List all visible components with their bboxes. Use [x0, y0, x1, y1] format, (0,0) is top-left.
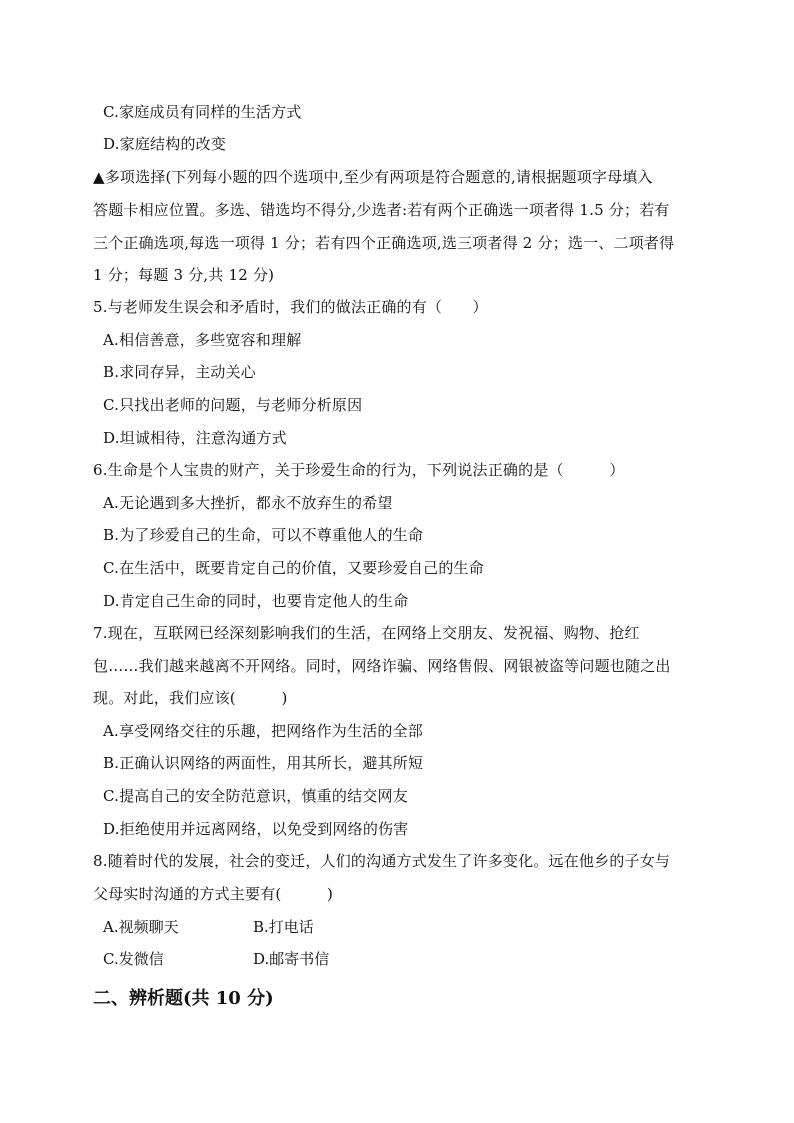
- option-a: A.无论遇到多大挫折，都永不放弃生的希望: [103, 494, 393, 512]
- question-stem: 父母实时沟通的方式主要有( ): [93, 885, 334, 903]
- option-row: [103, 949, 503, 969]
- intro-line: 答题卡相应位置。多选、错选均不得分,少选者:若有两个正确选一项者得 1.5 分；若有: [93, 201, 670, 219]
- intro-line: 三个正确选项,每选一项得 1 分；若有四个正确选项,选三项者得 2 分；选一、二项者得: [93, 234, 675, 252]
- question-stem: 5.与老师发生误会和矛盾时，我们的做法正确的有（ ）: [93, 298, 488, 316]
- option-c: C.在生活中，既要肯定自己的价值，又要珍爱自己的生命: [103, 559, 484, 577]
- option-b: B.正确认识网络的两面性，用其所长，避其所短: [103, 754, 424, 772]
- option-d: D.邮寄书信: [253, 950, 330, 968]
- option-row: [103, 917, 503, 937]
- question-stem: 现。对此，我们应该( ): [93, 689, 288, 707]
- intro-line: ▲多项选择(下列每小题的四个选项中,至少有两项是符合题意的,请根据题项字母填入: [93, 168, 653, 186]
- option-a: A.视频聊天: [103, 918, 179, 936]
- prev-option-c: C.家庭成员有同样的生活方式: [103, 103, 302, 121]
- question-stem: 7.现在，互联网已经深刻影响我们的生活，在网络上交朋友、发祝福、购物、抢红: [93, 624, 640, 642]
- section-heading: 二、辨析题(共 10 分): [93, 988, 274, 1009]
- question-stem: 8.随着时代的发展，社会的变迁，人们的沟通方式发生了许多变化。远在他乡的子女与: [93, 852, 671, 870]
- option-c: C.发微信: [103, 950, 164, 968]
- question-stem: 6.生命是个人宝贵的财产，关于珍爱生命的行为，下列说法正确的是（ ）: [93, 461, 625, 479]
- option-b: B.打电话: [253, 918, 314, 936]
- intro-line: 1 分；每题 3 分,共 12 分): [93, 266, 275, 284]
- option-b: B.为了珍爱自己的生命，可以不尊重他人的生命: [103, 526, 424, 544]
- option-d: D.坦诚相待，注意沟通方式: [103, 429, 287, 447]
- option-a: A.相信善意，多些宽容和理解: [103, 331, 302, 349]
- option-b: B.求同存异，主动关心: [103, 363, 256, 381]
- option-c: C.只找出老师的问题，与老师分析原因: [103, 396, 363, 414]
- option-c: C.提高自己的安全防范意识，慎重的结交网友: [103, 787, 408, 805]
- option-a: A.享受网络交往的乐趣，把网络作为生活的全部: [103, 722, 424, 740]
- prev-option-d: D.家庭结构的改变: [103, 135, 227, 153]
- option-d: D.肯定自己生命的同时，也要肯定他人的生命: [103, 592, 409, 610]
- option-d: D.拒绝使用并远离网络，以免受到网络的伤害: [103, 820, 409, 838]
- question-stem: 包……我们越来越离不开网络。同时，网络诈骗、网络售假、网银被盗等问题也随之出: [93, 657, 671, 675]
